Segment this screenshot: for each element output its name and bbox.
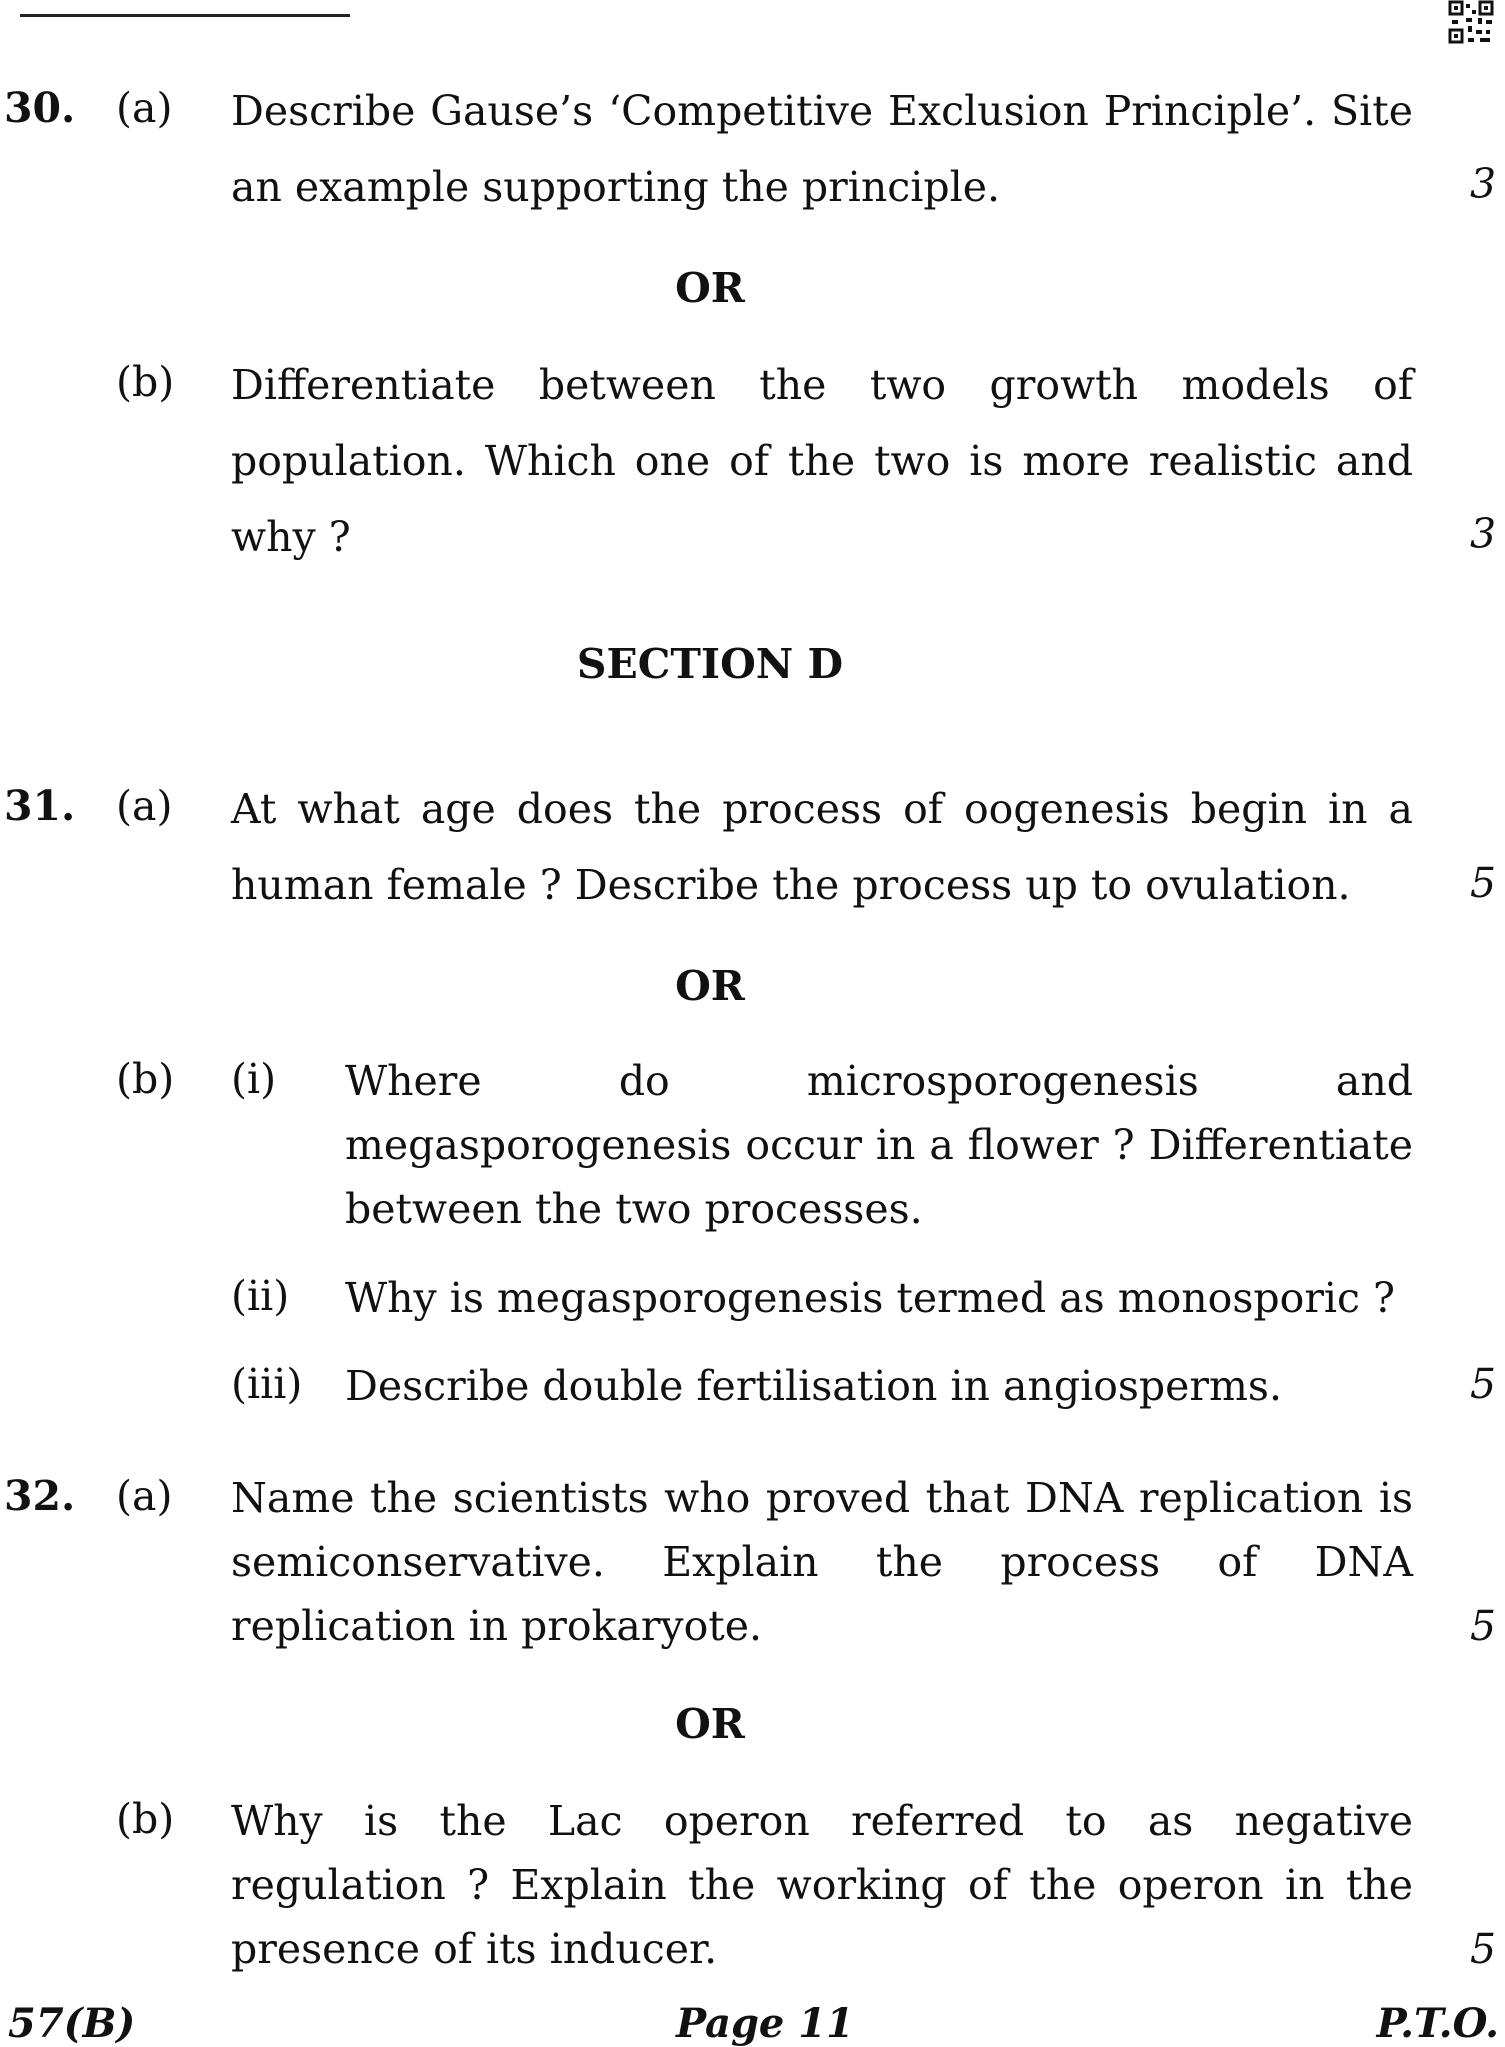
question-number: 31.	[4, 782, 76, 830]
top-rule	[20, 14, 350, 17]
sub-part-label: (i)	[231, 1055, 277, 1103]
question-text: Name the scientists who proved that DNA replication is semiconservative. Explain the process of DNA replication in prokaryote.	[231, 1474, 1413, 1650]
option-label: (a)	[116, 782, 173, 830]
sub-part-label: (iii)	[231, 1360, 303, 1408]
pto-label: P.T.O.	[1376, 2000, 1499, 2047]
marks: 5	[1470, 1360, 1497, 1408]
marks: 5	[1470, 859, 1497, 907]
option-label: (a)	[116, 1472, 173, 1520]
or-separator: OR	[675, 962, 745, 1010]
question-number: 32.	[4, 1472, 76, 1520]
option-label: (b)	[116, 1795, 175, 1843]
question-text: At what age does the process of oogenesis begin in a human female ? Describe the process up to ovulation.	[231, 785, 1413, 909]
marks: 3	[1470, 160, 1497, 208]
sub-part-label: (ii)	[231, 1272, 290, 1320]
question-text: Why is the Lac operon referred to as negative regulation ? Explain the working of the operon in the presence of its inducer.	[231, 1797, 1413, 1973]
marks: 3	[1470, 510, 1497, 558]
option-label: (b)	[116, 358, 175, 406]
qr-code-icon	[1448, 0, 1494, 44]
page-number: Page 11	[676, 2000, 854, 2047]
or-separator: OR	[675, 264, 745, 312]
option-label: (b)	[116, 1055, 175, 1103]
question-text: Describe Gause’s ‘Competitive Exclusion Principle’. Site an example supporting the principle.	[231, 87, 1413, 211]
option-label: (a)	[116, 84, 173, 132]
sub-part-text: Describe double fertilisation in angiosperms.	[345, 1362, 1282, 1410]
paper-code: 57(B)	[8, 2000, 136, 2047]
sub-part-text: Why is megasporogenesis termed as monosporic ?	[345, 1274, 1396, 1322]
question-number: 30.	[4, 84, 76, 132]
section-heading: SECTION D	[576, 640, 844, 688]
marks: 5	[1470, 1925, 1497, 1973]
or-separator: OR	[675, 1700, 745, 1748]
question-text: Differentiate between the two growth models of population. Which one of the two is more realistic and why ?	[231, 361, 1413, 561]
sub-part-text: Where do microsporogenesis and megasporogenesis occur in a flower ? Differentiate between the two processes.	[345, 1057, 1413, 1233]
marks: 5	[1470, 1602, 1497, 1650]
